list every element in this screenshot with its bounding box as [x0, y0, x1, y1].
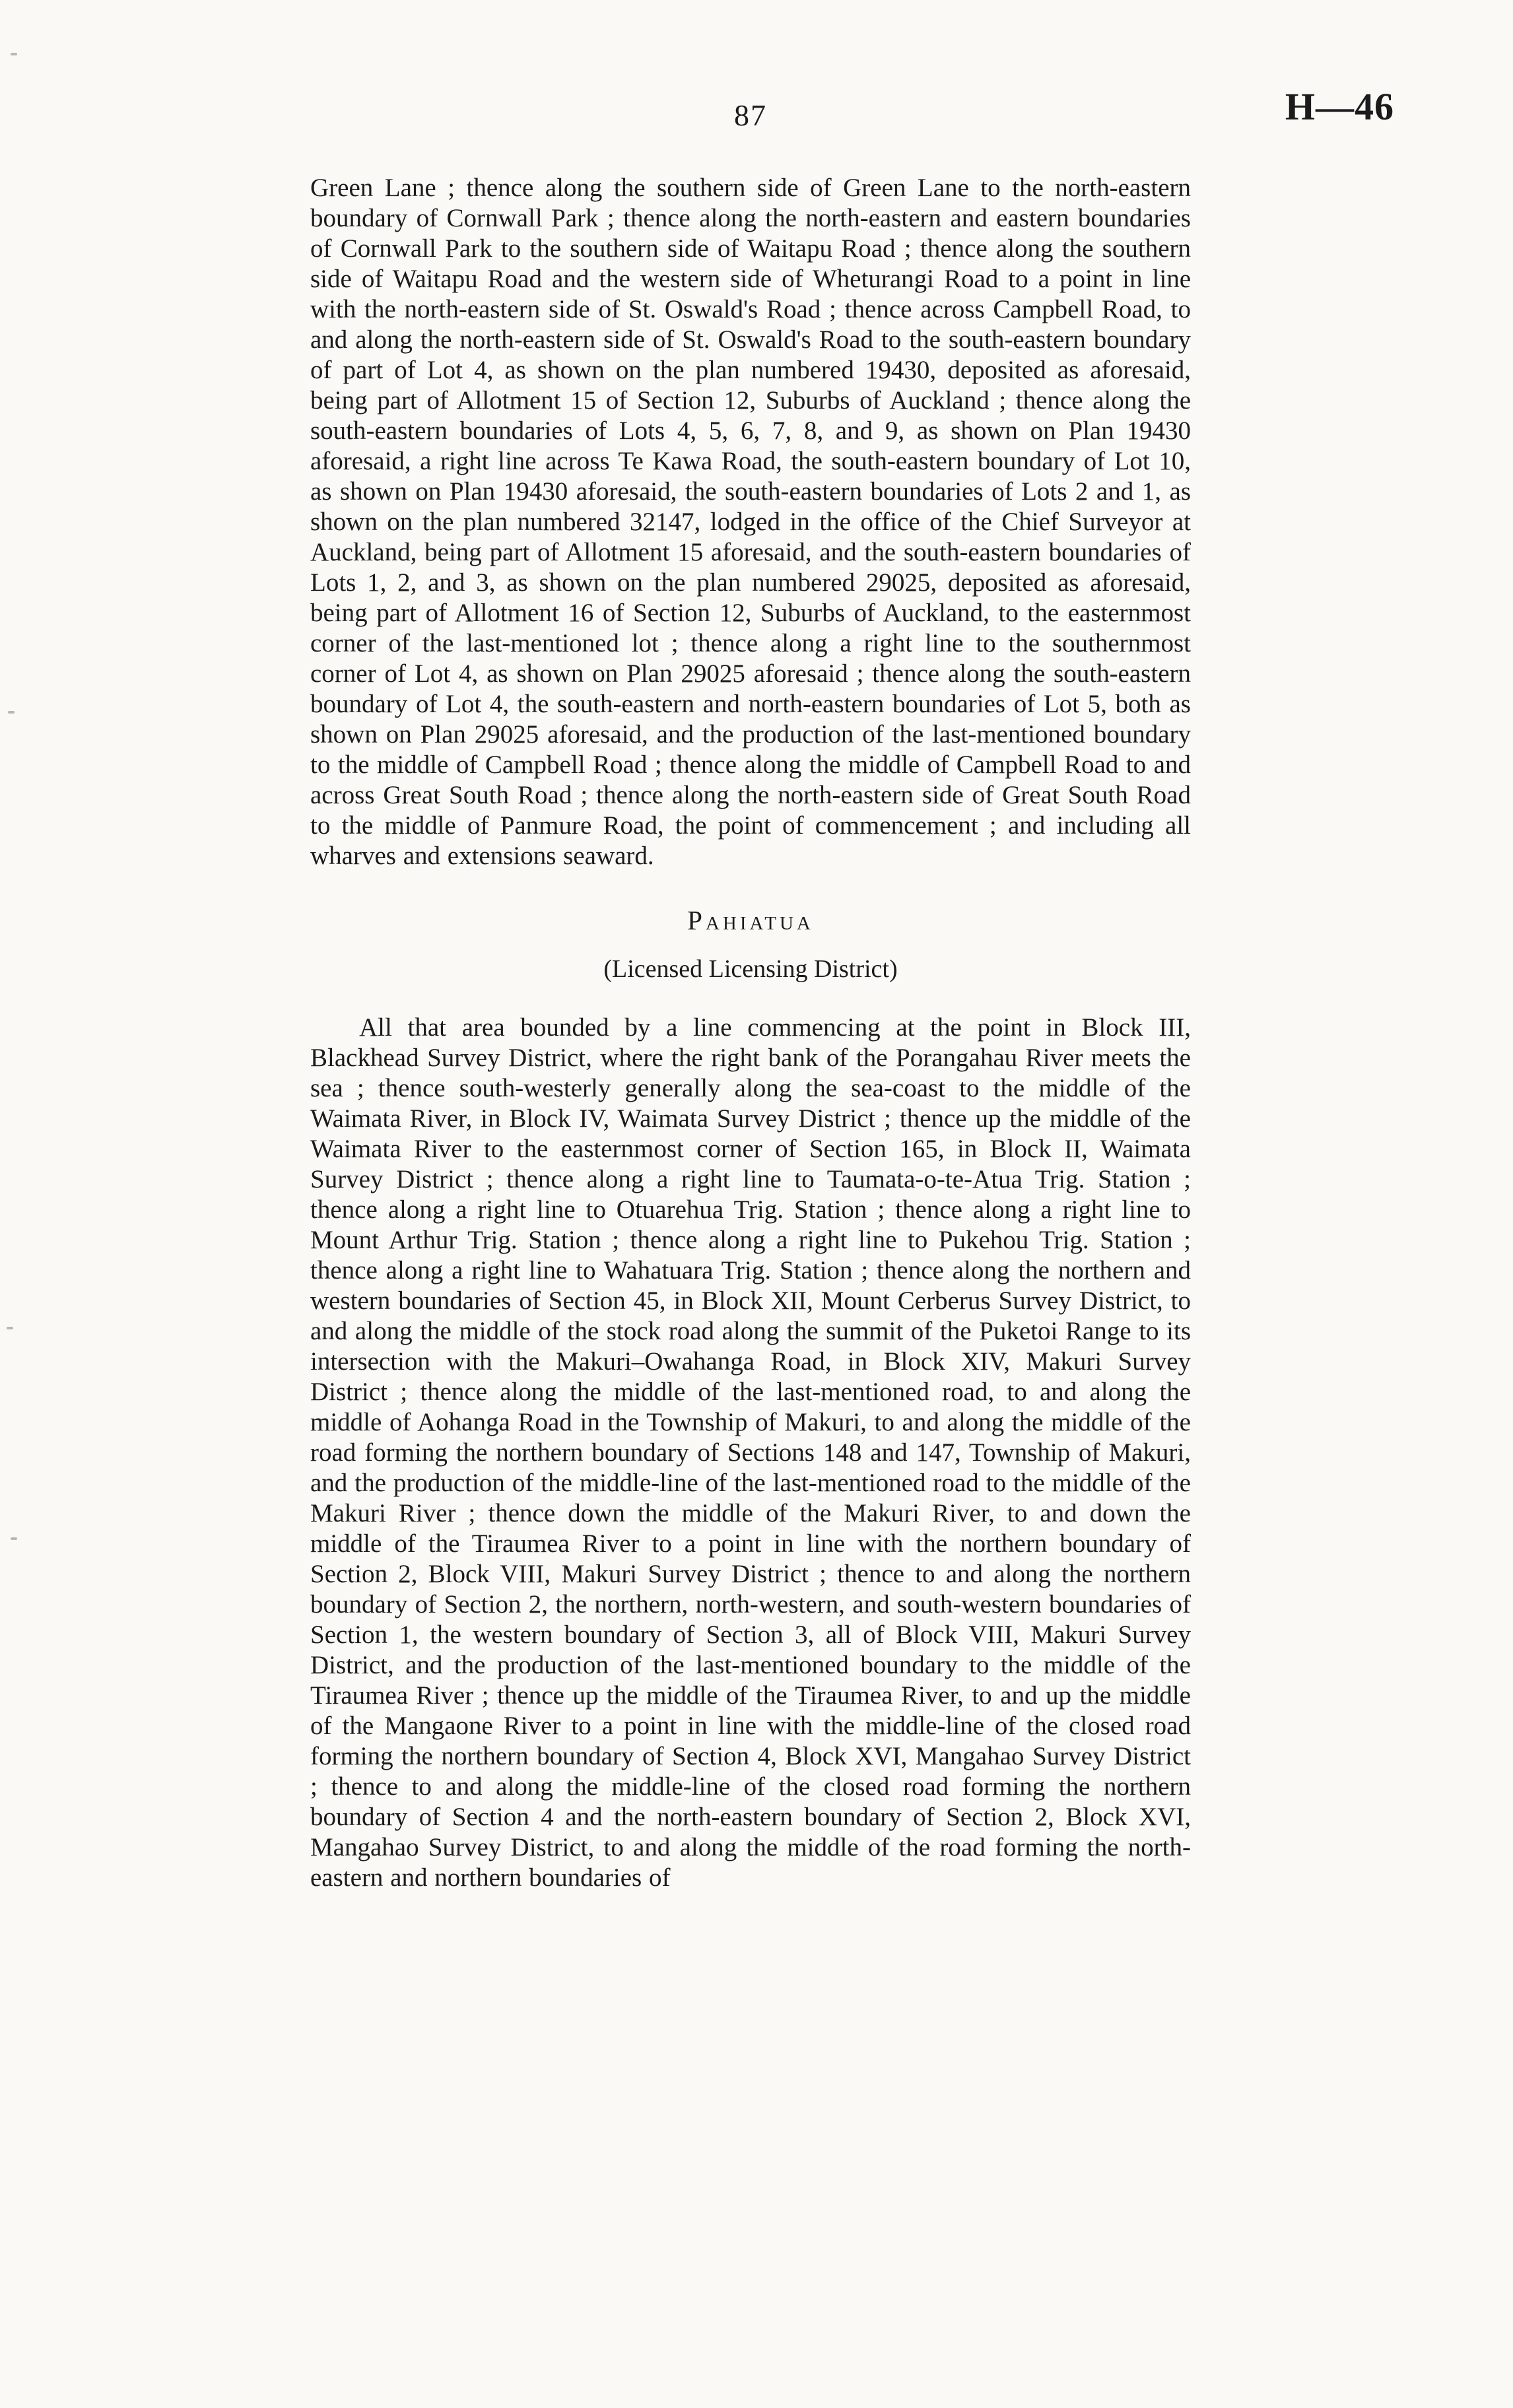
- district-subheading: (Licensed Licensing District): [603, 955, 898, 983]
- scan-artifact: [11, 1537, 17, 1540]
- document-reference: H—46: [1285, 85, 1394, 128]
- pahiatua-section: [310, 904, 1191, 1893]
- pahiatua-boundary-description: All that area bounded by a line commencing at the point in Block III, Blackhead Survey District, where the right bank of the Porangahau River meets the sea ; thence south-westerly generally along the sea-coast to the middle of the Waimata River, in Block IV, Waimata Survey District ; thence up the middle of the Waimata River to the easternmost corner of Section 165, in Block II, Waimata Survey District ; thence along a right line to Taumata-o-te-Atua Trig. Station ; thence along a right line to Otuarehua Trig. Station ; thence along a right line to Mount Arthur Trig. Station ; thence along a right line to Pukehou Trig. Station ; thence along a right line to Wahatuara Trig. Station ; thence along the northern and western boundaries of Section 45, in Block XII, Mount Cerberus Survey District, to and along the middle of the stock road along the summit of the Puketoi Range to its intersection with the Makuri–Owahanga Road, in Block XIV, Makuri Survey District ; thence along the middle of the last-mentioned road, to and along the middle of Aohanga Road in the Township of Makuri, to and along the middle of the road forming the northern boundary of Sections 148 and 147, Township of Makuri, and the production of the middle-line of the last-mentioned road to the middle of the Makuri River ; thence down the middle of the Makuri River, to and down the middle of the Tiraumea River to a point in line with the northern boundary of Section 2, Block VIII, Makuri Survey District ; thence to and along the northern boundary of Section 2, the northern, north-western, and south-western boundaries of Section 1, the western boundary of Section 3, all of Block VIII, Makuri Survey District, and the production of the last-mentioned boundary to the middle of the Tiraumea River ; thence up the middle of the Tiraumea River, to and up the middle of the Mangaone River to a point in line with the middle-line of the closed road forming the northern boundary of Section 4, Block XVI, Mangahao Survey District ; thence to and along the middle-line of the closed road forming the northern boundary of Section 4 and the north-eastern boundary of Section 2, Block XVI, Mangahao Survey District, to and along the middle of the road forming the north-eastern and northern boundaries of: [310, 1013, 1191, 1892]
- boundary-description-continuation: Green Lane ; thence along the southern side of Green Lane to the north-eastern boundary of Cornwall Park ; thence along the north-eastern and eastern boundaries of Cornwall Park to the southern side of Waitapu Road ; thence along the southern side of Waitapu Road and the western side of Wheturangi Road to a point in line with the north-eastern side of St. Oswald's Road ; thence across Campbell Road, to and along the north-eastern side of St. Oswald's Road to the south-eastern boundary of part of Lot 4, as shown on the plan numbered 19430, deposited as aforesaid, being part of Allotment 15 of Section 12, Suburbs of Auckland ; thence along the south-eastern boundaries of Lots 4, 5, 6, 7, 8, and 9, as shown on Plan 19430 aforesaid, a right line across Te Kawa Road, the south-eastern boundary of Lot 10, as shown on Plan 19430 aforesaid, the south-eastern boundaries of Lots 2 and 1, as shown on the plan numbered 32147, lodged in the office of the Chief Surveyor at Auckland, being part of Allotment 15 aforesaid, and the south-eastern boundaries of Lots 1, 2, and 3, as shown on the plan numbered 29025, deposited as aforesaid, being part of Allotment 16 of Section 12, Suburbs of Auckland, to the easternmost corner of the last-mentioned lot ; thence along a right line to the southernmost corner of Lot 4, as shown on Plan 29025 aforesaid ; thence along the south-eastern boundary of Lot 4, the south-eastern and north-eastern boundaries of Lot 5, both as shown on Plan 29025 aforesaid, and the production of the last-mentioned boundary to the middle of Campbell Road ; thence along the middle of Campbell Road to and across Great South Road ; thence along the north-eastern side of Great South Road to the middle of Panmure Road, the point of commencement ; and including all wharves and extensions seaward.: [310, 174, 1191, 870]
- scan-artifact: [7, 1327, 13, 1329]
- page-header: [0, 0, 1513, 172]
- scan-artifact: [8, 711, 15, 714]
- text-column: [310, 173, 1191, 1893]
- page-number: 87: [734, 98, 767, 132]
- district-heading: Pahiatua: [687, 905, 814, 935]
